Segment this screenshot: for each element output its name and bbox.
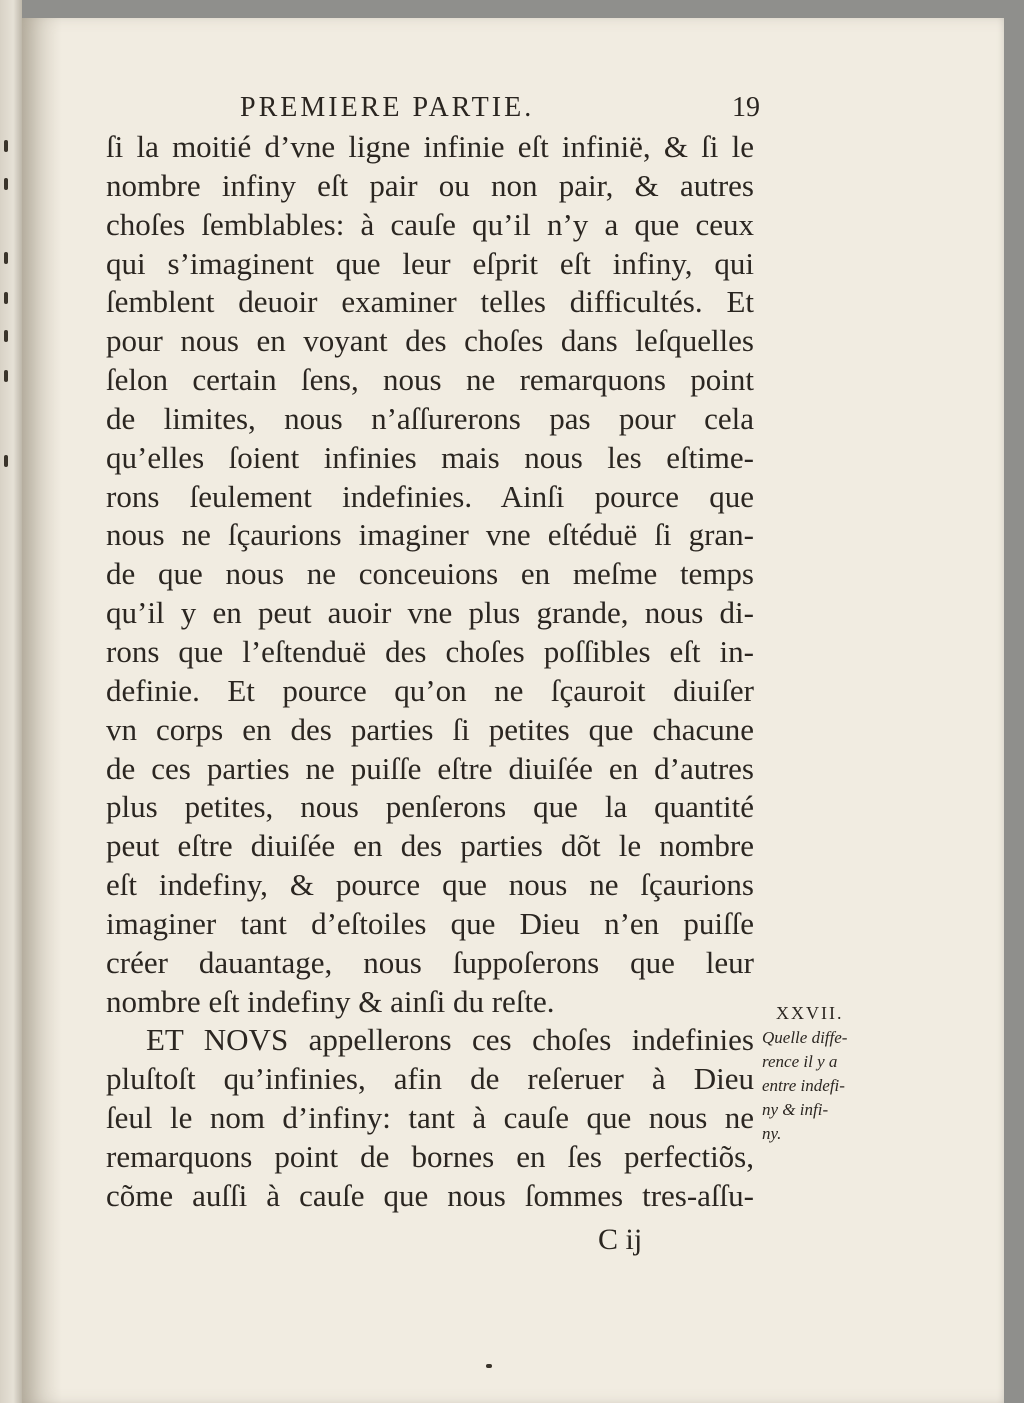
page-number: 19 [732, 92, 760, 123]
text-line: qu’elles ſoient infinies mais nous les eſtime- [106, 439, 754, 475]
text-line: ſi la moitié d’vne ligne infinie eſt infinië, & ſi le [106, 129, 754, 164]
text-line: de ces parties ne puiſſe eſtre diuiſée en d’autres [106, 750, 754, 786]
text-line: cõme auſſi à cauſe que nous ſommes tres-aſſu- [106, 1177, 754, 1213]
margin-note-line: ny & infi- [762, 1100, 829, 1119]
bleed-mark [4, 370, 8, 382]
text-line: qu’il y en peut auoir vne plus grande, nous di- [106, 595, 754, 631]
ink-speck [486, 1364, 492, 1368]
text-line: rons ſeulement indefinies. Ainſi pource que [106, 478, 754, 514]
text-line: definie. Et pource qu’on ne ſçauroit diuiſer [106, 672, 754, 708]
text-line: remarquons point de bornes en ſes perfectiõs, [106, 1138, 754, 1174]
text-line: nombre infiny eſt pair ou non pair, & autres [106, 167, 754, 203]
bleed-mark [4, 330, 8, 342]
text-line: peut eſtre diuiſée en des parties dõt le nombre [106, 828, 754, 864]
text-line: plus petites, nous penſerons que la quantité [106, 789, 754, 825]
margin-note-line: Quelle diffe- [762, 1028, 848, 1047]
body-text [106, 128, 754, 1216]
text-line: pluſtoſt qu’infinies, afin de reſeruer à Dieu [106, 1061, 754, 1097]
bleed-mark [4, 178, 8, 190]
text-line: ſemblent deuoir examiner telles difficultés. Et [106, 284, 754, 320]
text-line: ET NOVS appellerons ces choſes indefinies [146, 1022, 754, 1058]
text-line: vn corps en des parties ſi petites que chacune [106, 711, 754, 747]
margin-note-line: entre indefi- [762, 1076, 845, 1095]
text-line: imaginer tant d’eſtoiles que Dieu n’en puiſſe [106, 905, 754, 941]
text-line: créer dauantage, nous ſuppoſerons que leur [106, 944, 754, 980]
text-line: ſeul le nom d’infiny: tant à cauſe que nous ne [106, 1100, 754, 1136]
signature-mark: C ij [598, 1223, 643, 1256]
text-line: rons que l’eſtenduë des choſes poſſibles eſt in- [106, 633, 754, 669]
margin-note-line: rence il y a [762, 1052, 838, 1071]
page-header [240, 92, 760, 126]
margin-note-line: ny. [762, 1124, 782, 1143]
bleed-mark [4, 140, 8, 152]
previous-page-edge [0, 0, 22, 1403]
bleed-mark [4, 292, 8, 304]
article-number: XXVII. [776, 1003, 844, 1023]
text-line: de que nous ne conceuions en meſme temps [106, 556, 754, 592]
bleed-mark [4, 252, 8, 264]
running-head: PREMIERE PARTIE. [240, 92, 535, 123]
gutter-shadow [22, 18, 62, 1403]
text-line: ſelon certain ſens, nous ne remarquons point [106, 362, 754, 398]
text-line: de limites, nous n’aſſurerons pas pour cela [106, 400, 754, 436]
text-line: nombre eſt indefiny & ainſi du reſte. [106, 983, 555, 1019]
bleed-mark [4, 455, 8, 467]
text-line: eſt indefiny, & pource que nous ne ſçaurions [106, 867, 754, 903]
text-line: choſes ſemblables: à cauſe qu’il n’y a que ceux [106, 206, 754, 242]
text-line: qui s’imaginent que leur eſprit eſt infiny, qui [106, 245, 754, 281]
margin-note [762, 1000, 874, 1146]
text-line: nous ne ſçaurions imaginer vne eſtéduë ſi gran- [106, 517, 754, 553]
text-line: pour nous en voyant des choſes dans leſquelles [106, 323, 754, 359]
